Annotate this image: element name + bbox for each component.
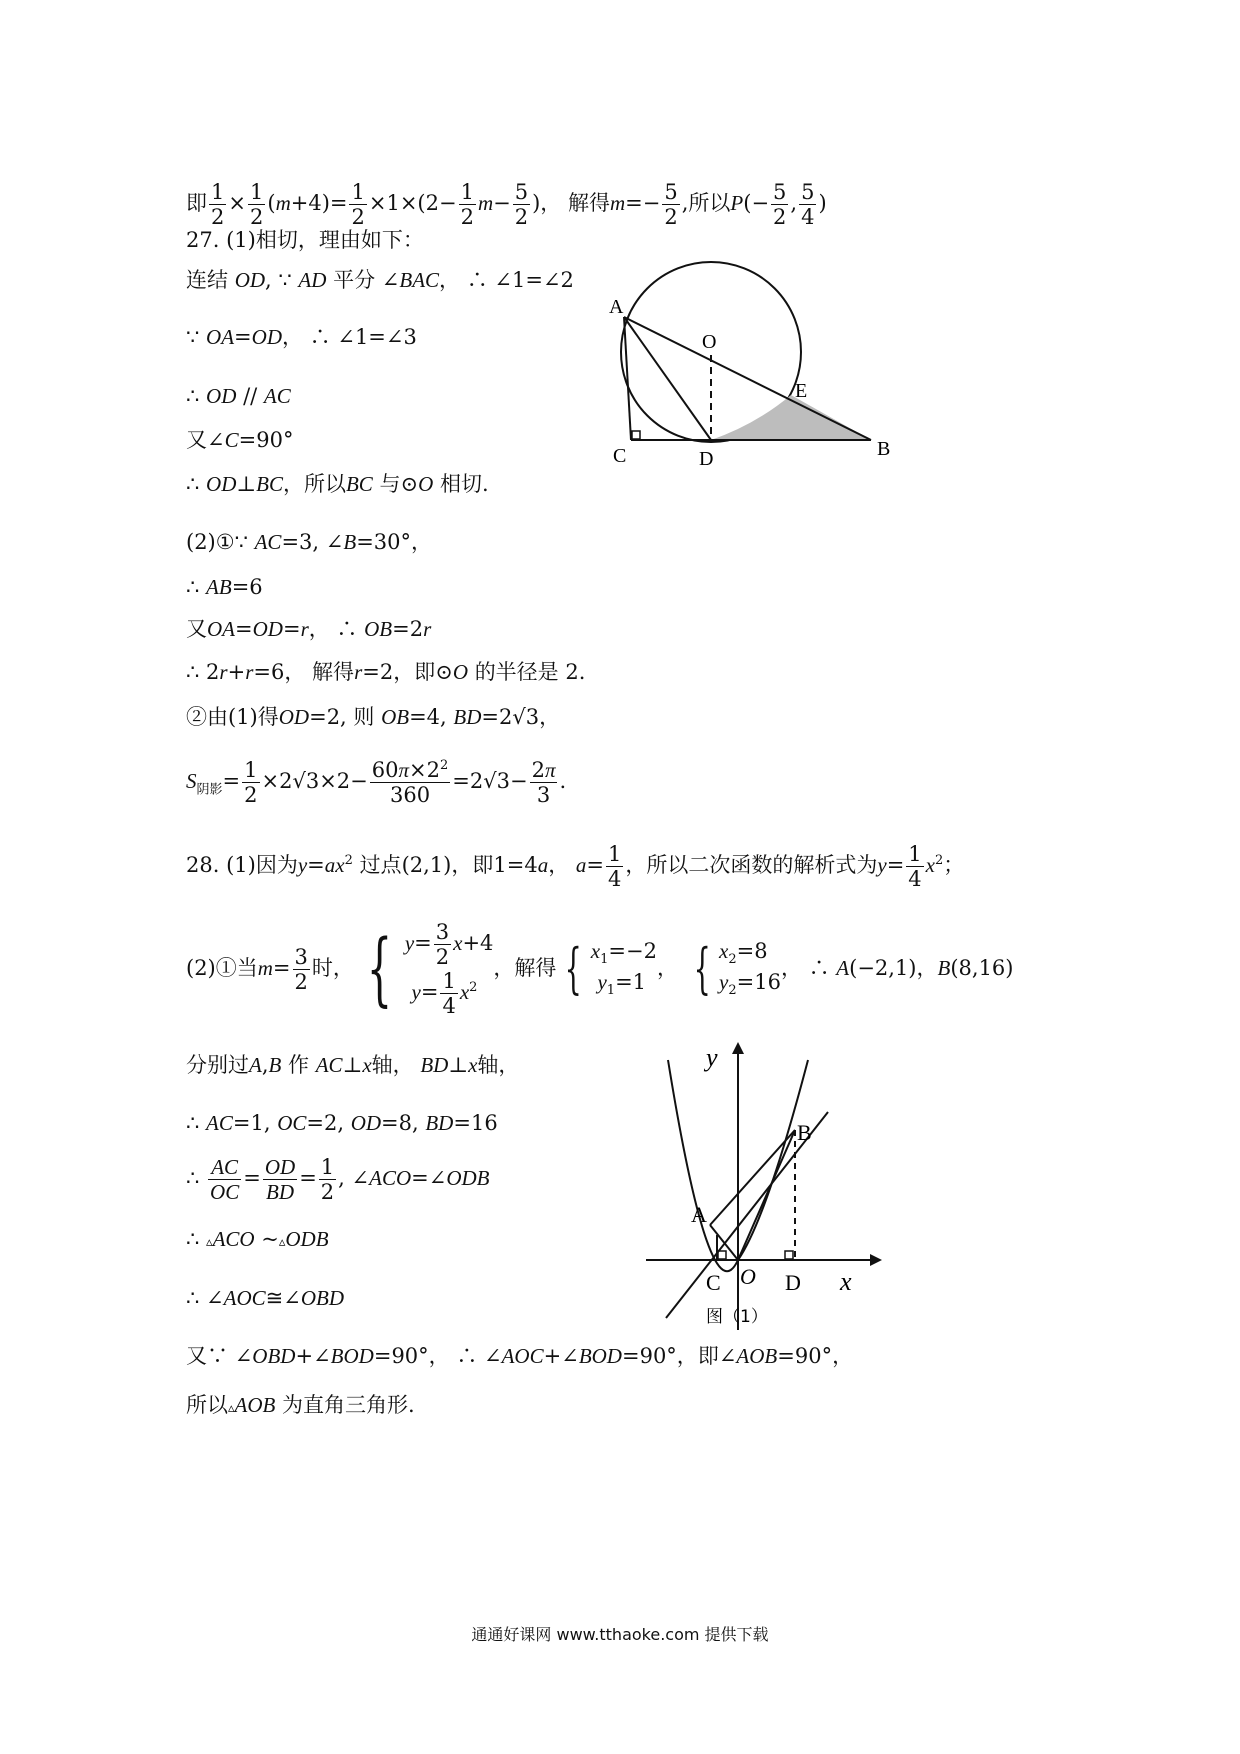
q27-2-line-4: ∴ 2r+r=6， 解得r=2，即⊙O 的半径是 2. bbox=[186, 660, 586, 684]
q28-line-3: 分别过A,B 作 AC⊥x轴， BD⊥x轴， bbox=[186, 1053, 520, 1077]
q28-line-2: (2)①当m= $\frac{3}{2}$ 时， { y= $\frac{3}{2}$ x+4 y= $\frac{1}{4}$ $x^2$ ，解得 { $x_1=-2$ $y_1=1$ ， { $x_2=8$ $y_2=16$ ， ∴ A(−2,1)，B(8,16) bbox=[186, 920, 1014, 1019]
q28-line-9: 所以▵AOB 为直角三角形. bbox=[186, 1393, 415, 1417]
fig1-label-C: C bbox=[613, 445, 627, 467]
fig2-label-y: y bbox=[706, 1043, 718, 1072]
figure-circle-tangent bbox=[595, 245, 905, 475]
fig1-label-E: E bbox=[795, 380, 808, 402]
fig2-caption: 图（1） bbox=[706, 1307, 768, 1327]
q27-line-a: 连结 OD, ∵ AD 平分 ∠BAC， ∴ ∠1=∠2 bbox=[186, 268, 574, 292]
fig2-label-x: x bbox=[840, 1267, 852, 1296]
q27-line-c: ∴ OD // AC bbox=[186, 384, 291, 408]
page-footer: 通通好课网 www.tthaoke.com 提供下载 bbox=[471, 1625, 769, 1644]
fig2-label-B: B bbox=[797, 1120, 812, 1145]
fig1-label-D: D bbox=[699, 448, 714, 470]
q27-title: 27. (1)相切，理由如下： bbox=[186, 228, 424, 252]
q27-2-line-6: $S_{阴影}=$ $\frac{1}{2}$ ×2√3×2− $\frac{60\pi\times 2^2}{360}$ =2√3− $\frac{2\pi}{3}$ . bbox=[186, 758, 567, 808]
figure-parabola-line bbox=[630, 1040, 890, 1340]
q28-line-5: ∴ $\frac{AC}{OC}$ = $\frac{OD}{BD}$ = $\frac{1}{2}$ , ∠ACO=∠ODB bbox=[186, 1155, 490, 1205]
q27-line-e: ∴ OD⊥BC，所以BC 与⊙O 相切. bbox=[186, 472, 489, 496]
q27-line-d: 又∠C=90° bbox=[186, 428, 294, 452]
q27-line-b: ∵ OA=OD， ∴ ∠1=∠3 bbox=[186, 325, 417, 349]
q28-line-8: 又∵ ∠OBD+∠BOD=90°， ∴ ∠AOC+∠BOD=90°，即∠AOB=90°， bbox=[186, 1344, 854, 1368]
fig1-label-A: A bbox=[609, 296, 624, 318]
q27-2-line-3: 又OA=OD=r， ∴ OB=2r bbox=[186, 617, 432, 641]
fig1-label-B: B bbox=[877, 438, 891, 460]
q27-2-line-2: ∴ AB=6 bbox=[186, 575, 263, 599]
fig2-label-D: D bbox=[785, 1270, 801, 1295]
q28-line-4: ∴ AC=1, OC=2, OD=8, BD=16 bbox=[186, 1111, 498, 1135]
q27-2-line-1: (2)①∵ AC=3, ∠B=30°， bbox=[186, 530, 433, 554]
fig2-label-A: A bbox=[691, 1202, 707, 1227]
q28-line-1: 28. (1)因为$y=ax^2$ 过点(2,1)，即1=4a， a= $\frac{1}{4}$ ，所以二次函数的解析式为y= $\frac{1}{4}$ $x^2$； bbox=[186, 842, 965, 892]
fig1-label-O: O bbox=[702, 331, 717, 353]
fig2-label-O: O bbox=[740, 1264, 756, 1289]
q27-2-line-5: ②由(1)得OD=2, 则 OB=4, BD=2√3， bbox=[186, 705, 561, 729]
fig2-label-C: C bbox=[706, 1270, 721, 1295]
q28-line-7: ∴ ∠AOC≅∠OBD bbox=[186, 1286, 345, 1310]
q28-line-6: ∴ ▵ACO ~▵ODB bbox=[186, 1227, 329, 1251]
solution-line-1: 即 $\frac{1}{2}$ × $\frac{1}{2}$ (m+4)= $\frac{1}{2}$ ×1×(2− $\frac{1}{2}$ m− $\frac{5}{2}$ )， 解得m=− $\frac{5}{2}$ ,所以P(− $\frac{5}{2}$ , $\frac{5}{4}$ ) bbox=[186, 180, 827, 230]
